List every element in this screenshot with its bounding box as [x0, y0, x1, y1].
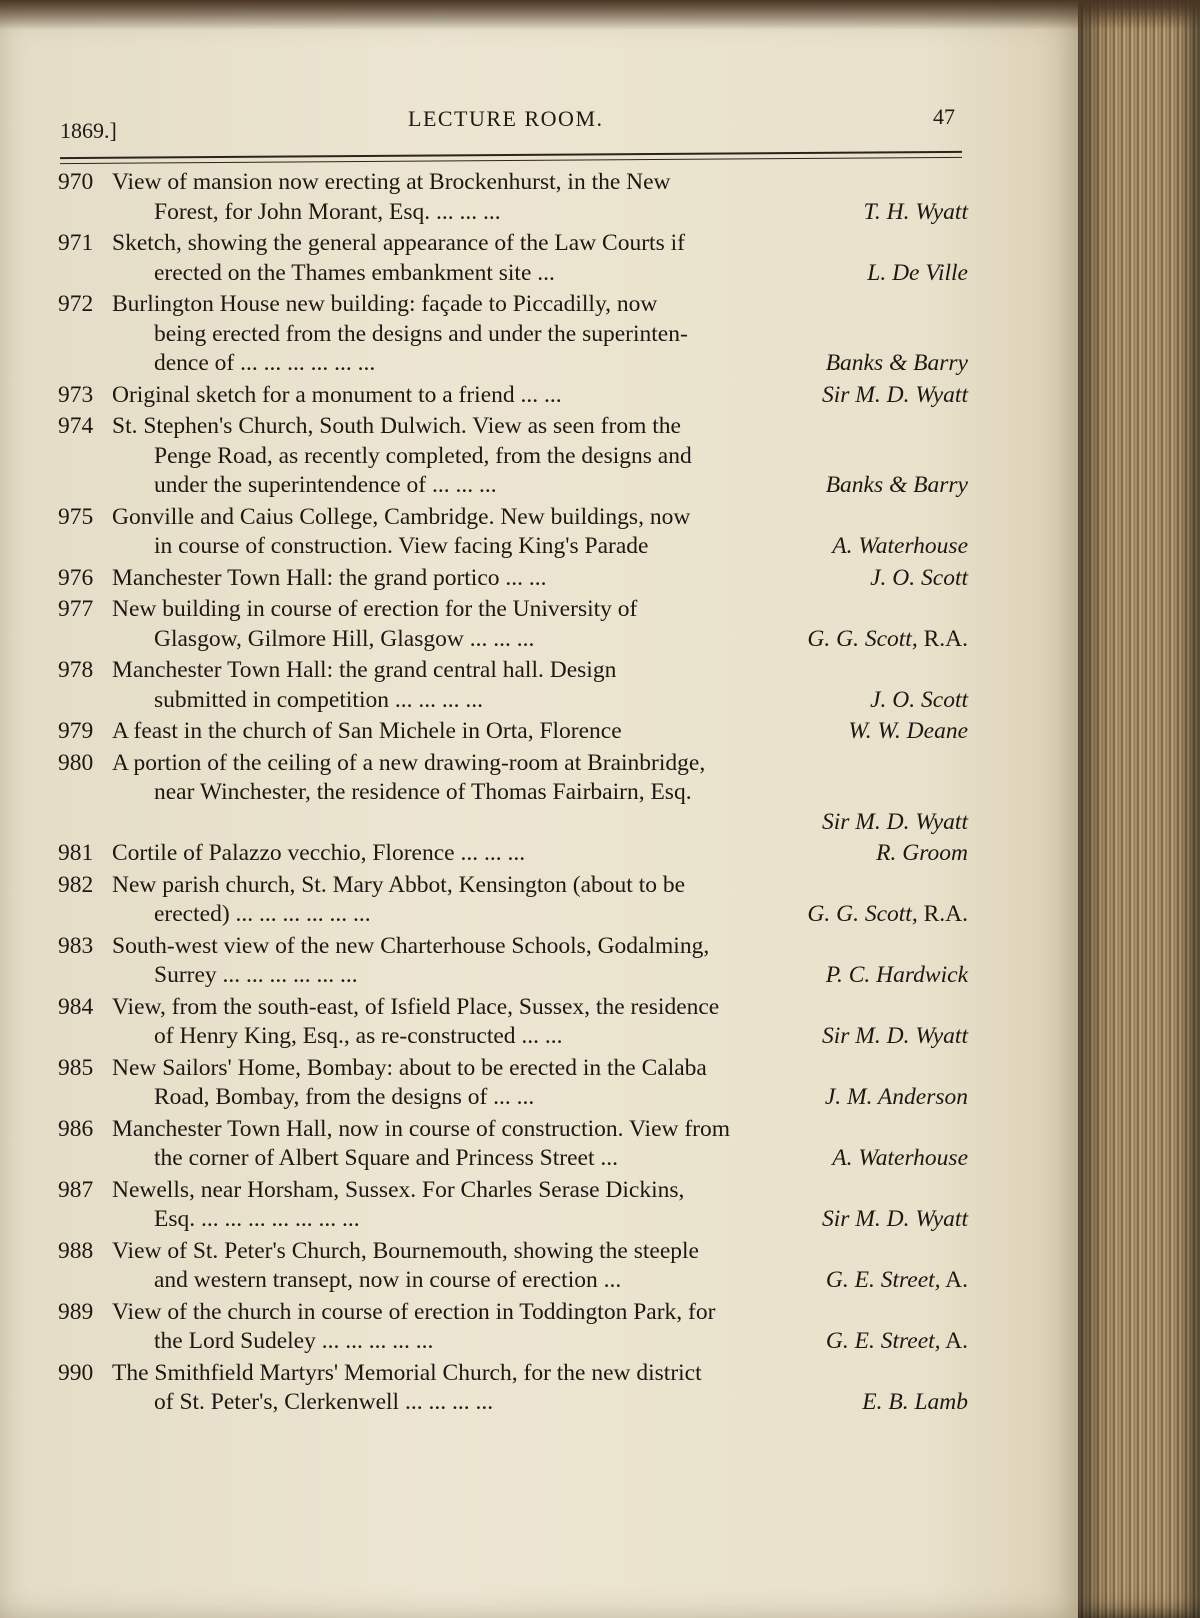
catalogue-entry — [58, 717, 968, 747]
attribution — [826, 349, 968, 379]
catalogue-entry — [58, 1054, 968, 1113]
architect-name: Sir M. D. Wyatt — [821, 1023, 968, 1049]
entry-continuation-text: Penge Road, as recently completed, from the designs and — [154, 442, 692, 469]
entry-continuation — [154, 1388, 968, 1418]
entry-title: Manchester Town Hall: the grand central hall. Design — [112, 657, 617, 683]
catalogue-entry — [58, 1237, 968, 1296]
attribution — [870, 564, 968, 594]
architect-name: Banks & Barry — [825, 350, 968, 376]
catalogue-entry — [58, 749, 968, 838]
page-number: 47 — [933, 104, 955, 129]
architect-name: J. O. Scott — [870, 686, 968, 713]
attribution — [826, 1266, 968, 1296]
entry-number: 975 — [58, 503, 94, 530]
entry-continuation — [154, 1083, 968, 1113]
catalogue-entry — [58, 595, 968, 654]
entry-continuation — [154, 198, 968, 228]
entry-number: 985 — [58, 1054, 94, 1081]
architect-name: G. G. Scott, — [807, 901, 918, 927]
entry-continuation-text: submitted in competition ... ... ... ... — [154, 686, 483, 713]
entry-title: View of mansion now erecting at Brockenhurst, in the New — [112, 169, 671, 195]
entry-continuation — [154, 686, 968, 716]
entry-title: View of St. Peter's Church, Bournemouth, showing the steeple — [112, 1237, 699, 1264]
architect-name: A. Waterhouse — [832, 533, 968, 559]
entry-title: Gonville and Caius College, Cambridge. New buildings, now — [112, 503, 691, 530]
entry-number: 973 — [58, 381, 94, 408]
entry-continuation — [154, 961, 968, 991]
catalogue-entry — [58, 168, 968, 227]
attribution — [832, 1144, 968, 1174]
entry-number: 989 — [58, 1298, 94, 1325]
architect-name: T. H. Wyatt — [863, 198, 968, 225]
attribution — [870, 686, 968, 716]
catalogue-entry — [58, 993, 968, 1052]
entry-title: New Sailors' Home, Bombay: about to be erected in the Calaba — [112, 1054, 707, 1081]
entry-title: South-west view of the new Charterhouse Schools, Godalming, — [112, 932, 710, 959]
page-edges — [1078, 0, 1200, 1618]
entry-number: 990 — [58, 1359, 94, 1386]
architect-name: P. C. Hardwick — [825, 962, 968, 988]
attribution — [822, 1022, 968, 1052]
attribution — [862, 1388, 968, 1418]
entry-title: A feast in the church of San Michele in Orta, Florence W. W. Deane — [112, 717, 968, 747]
entry-continuation-text: near Winchester, the residence of Thomas Fairbairn, Esq. — [154, 779, 692, 805]
catalogue-entry — [58, 1176, 968, 1235]
attribution-line — [58, 808, 968, 838]
entry-continuation-text: in course of construction. View facing King's Parade — [154, 533, 649, 559]
catalogue-entry — [58, 381, 968, 411]
entry-title: Manchester Town Hall, now in course of construction. View from — [112, 1115, 731, 1142]
entry-continuation — [154, 900, 968, 930]
catalogue-list — [58, 168, 968, 1420]
entry-continuation — [154, 625, 968, 655]
entry-continuation-text: the corner of Albert Square and Princess Street ... — [154, 1145, 618, 1171]
entry-continuation-text: being erected from the designs and under the superinten- — [154, 320, 688, 347]
entry-continuation-text: Glasgow, Gilmore Hill, Glasgow ... ... ... — [154, 625, 535, 652]
entry-number: 983 — [58, 932, 94, 959]
running-head — [60, 100, 960, 143]
architect-suffix: A. — [940, 1328, 968, 1354]
architect-name: A. Waterhouse — [832, 1145, 968, 1171]
entry-continuation — [154, 532, 968, 562]
entry-title: New building in course of erection for the University of — [112, 596, 638, 622]
architect-name: J. O. Scott — [870, 564, 968, 591]
entry-continuation — [154, 1022, 968, 1052]
catalogue-entry — [58, 1298, 968, 1357]
architect-name: L. De Ville — [867, 259, 968, 286]
attribution — [826, 1327, 968, 1357]
entry-title: Burlington House new building: façade to Piccadilly, now — [112, 291, 658, 317]
entry-title: Manchester Town Hall: the grand portico ... ... J. O. Scott — [112, 564, 968, 594]
entry-title: The Smithfield Martyrs' Memorial Church, for the new district — [112, 1359, 702, 1386]
attribution — [825, 1083, 968, 1113]
architect-name: E. B. Lamb — [862, 1389, 968, 1415]
entry-continuation — [154, 778, 968, 808]
entry-continuation-text: erected) ... ... ... ... ... ... — [154, 901, 371, 927]
entry-title: View, from the south-east, of Isfield Place, Sussex, the residence — [112, 993, 720, 1020]
entry-title: St. Stephen's Church, South Dulwich. View as seen from the — [112, 413, 681, 439]
entry-continuation — [154, 259, 968, 289]
catalogue-entry — [58, 412, 968, 501]
catalogue-entry — [58, 1115, 968, 1174]
architect-name: Sir M. D. Wyatt — [821, 381, 968, 408]
architect-suffix: A. — [940, 1267, 968, 1293]
entry-continuation-text: Esq. ... ... ... ... ... ... ... — [154, 1206, 360, 1232]
architect-name: G. E. Street, — [825, 1328, 941, 1354]
entry-number: 986 — [58, 1115, 94, 1142]
entry-title: Newells, near Horsham, Sussex. For Charles Serase Dickins, — [112, 1176, 685, 1203]
entry-continuation — [154, 1144, 968, 1174]
header-year: 1869.] — [60, 118, 117, 143]
entry-number: 981 — [58, 840, 94, 866]
entry-number: 980 — [58, 749, 94, 776]
entry-number: 971 — [58, 230, 94, 256]
entry-number: 988 — [58, 1237, 94, 1264]
architect-suffix: R.A. — [917, 625, 968, 652]
entry-continuation-text: and western transept, now in course of erection ... — [154, 1267, 622, 1293]
entry-continuation — [154, 320, 968, 350]
entry-continuation — [154, 442, 968, 472]
entry-number: 979 — [58, 718, 94, 744]
entry-continuation-text: dence of ... ... ... ... ... ... — [154, 350, 376, 376]
catalogue-entry — [58, 932, 968, 991]
entry-title: Sketch, showing the general appearance of the Law Courts if — [112, 230, 685, 256]
attribution — [826, 471, 968, 501]
entry-title: View of the church in course of erection in Toddington Park, for — [112, 1298, 716, 1325]
entry-continuation — [154, 471, 968, 501]
entry-continuation — [154, 349, 968, 379]
binding-shadow — [0, 0, 1200, 30]
entry-number: 978 — [58, 657, 94, 683]
entry-number: 976 — [58, 564, 94, 591]
attribution — [826, 961, 968, 991]
attribution — [867, 259, 968, 289]
catalogue-entry — [58, 290, 968, 379]
architect-name: W. W. Deane — [848, 718, 968, 744]
entry-number: 972 — [58, 291, 94, 317]
attribution — [876, 839, 968, 869]
attribution — [848, 717, 968, 747]
entry-title: New parish church, St. Mary Abbot, Kensington (about to be — [112, 871, 686, 898]
architect-suffix: R.A. — [917, 901, 968, 927]
attribution — [807, 625, 968, 655]
entry-title: Cortile of Palazzo vecchio, Florence ... ... ... R. Groom — [112, 839, 968, 869]
architect-name: J. M. Anderson — [824, 1084, 968, 1110]
entry-continuation-text: Road, Bombay, from the designs of ... ... — [154, 1084, 535, 1110]
entry-continuation-text: of Henry King, Esq., as re-constructed ... ... — [154, 1023, 563, 1049]
catalogue-entry — [58, 656, 968, 715]
catalogue-entry — [58, 839, 968, 869]
architect-name: G. E. Street, — [825, 1267, 941, 1293]
entry-number: 982 — [58, 871, 94, 898]
catalogue-entry — [58, 229, 968, 288]
entry-number: 984 — [58, 993, 94, 1020]
entry-continuation — [154, 1205, 968, 1235]
architect-name: Sir M. D. Wyatt — [821, 808, 968, 835]
catalogue-entry — [58, 503, 968, 562]
attribution — [822, 1205, 968, 1235]
entry-number: 987 — [58, 1176, 94, 1203]
architect-name: Banks & Barry — [825, 472, 968, 498]
entry-continuation-text: under the superintendence of ... ... ... — [154, 472, 497, 498]
entry-title: Original sketch for a monument to a friend ... ... Sir M. D. Wyatt — [112, 381, 968, 411]
entry-continuation-text: of St. Peter's, Clerkenwell ... ... ... ... — [154, 1389, 494, 1415]
attribution — [822, 381, 968, 411]
entry-number: 970 — [58, 169, 94, 195]
attribution — [832, 532, 968, 562]
entry-continuation — [154, 1266, 968, 1296]
entry-number: 974 — [58, 413, 94, 439]
architect-name: Sir M. D. Wyatt — [821, 1206, 968, 1232]
catalogue-entry — [58, 1359, 968, 1418]
entry-continuation — [154, 1327, 968, 1357]
entry-number: 977 — [58, 596, 94, 622]
catalogue-entry — [58, 871, 968, 930]
entry-continuation-text: erected on the Thames embankment site ... — [154, 259, 555, 286]
architect-name: G. G. Scott, — [807, 625, 918, 652]
architect-name: R. Groom — [876, 840, 968, 866]
attribution — [864, 198, 968, 228]
entry-continuation-text: the Lord Sudeley ... ... ... ... ... — [154, 1328, 434, 1354]
entry-title: A portion of the ceiling of a new drawing-room at Brainbridge, — [112, 749, 706, 776]
header-title: LECTURE ROOM. — [408, 106, 604, 131]
attribution — [807, 900, 968, 930]
catalogue-entry — [58, 564, 968, 594]
entry-continuation-text: Forest, for John Morant, Esq. ... ... ... — [154, 198, 501, 225]
entry-continuation-text: Surrey ... ... ... ... ... ... — [154, 962, 358, 988]
